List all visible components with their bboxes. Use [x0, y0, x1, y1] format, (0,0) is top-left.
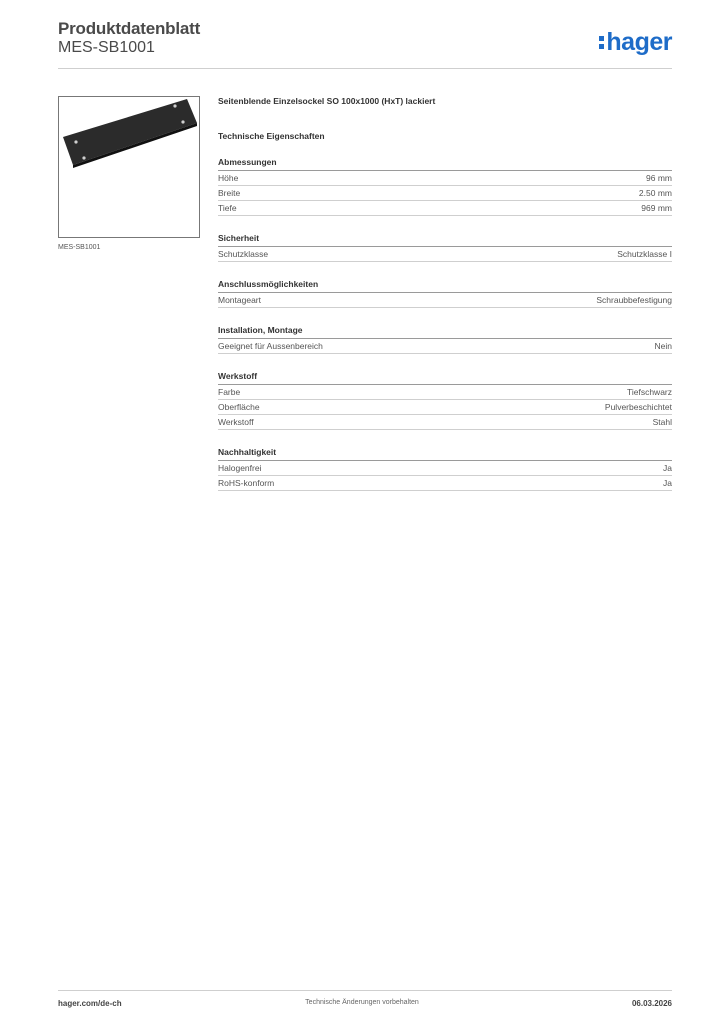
spec-label: Geeignet für Aussenbereich	[218, 341, 323, 351]
spec-label: Halogenfrei	[218, 463, 262, 473]
section-title: Installation, Montage	[218, 325, 672, 339]
spec-section	[218, 233, 672, 262]
section-title: Werkstoff	[218, 371, 672, 385]
spec-value: 96 mm	[646, 173, 672, 183]
spec-row	[218, 476, 672, 491]
spec-value: Pulverbeschichtet	[604, 402, 672, 412]
spec-value: Stahl	[652, 417, 672, 427]
spec-value: Ja	[663, 463, 672, 473]
hager-logo	[599, 28, 672, 57]
spec-section	[218, 157, 672, 216]
tech-properties-title: Technische Eigenschaften	[218, 131, 325, 141]
spec-row	[218, 461, 672, 476]
spec-section	[218, 447, 672, 491]
section-title: Nachhaltigkeit	[218, 447, 672, 461]
product-image-frame	[58, 96, 200, 238]
spec-value: Schraubbefestigung	[596, 295, 672, 305]
header-divider	[58, 68, 672, 69]
section-title: Sicherheit	[218, 233, 672, 247]
spec-row	[218, 339, 672, 354]
logo-text: hager	[606, 28, 672, 56]
spec-row	[218, 247, 672, 262]
spec-section	[218, 371, 672, 430]
section-title: Abmessungen	[218, 157, 672, 171]
spec-label: Werkstoff	[218, 417, 254, 427]
footer-date: 06.03.2026	[631, 999, 672, 1008]
spec-section	[218, 325, 672, 354]
spec-label: Tiefe	[218, 203, 237, 213]
spec-value: Ja	[663, 478, 672, 488]
footer-disclaimer: Technische Änderungen vorbehalten	[305, 999, 419, 1006]
spec-row	[218, 293, 672, 308]
spec-label: RoHS-konform	[218, 478, 275, 488]
logo-dots-icon	[599, 35, 604, 50]
spec-row	[218, 186, 672, 201]
page-title: Produktdatenblatt	[58, 19, 201, 38]
spec-label: Montageart	[218, 295, 261, 305]
spec-label: Breite	[218, 188, 241, 198]
spec-value: Tiefschwarz	[626, 387, 672, 397]
spec-row	[218, 400, 672, 415]
spec-label: Schutzklasse	[218, 249, 269, 259]
spec-sections	[218, 157, 672, 491]
spec-row	[218, 415, 672, 430]
spec-value: Schutzklasse I	[617, 249, 672, 259]
spec-label: Farbe	[218, 387, 241, 397]
product-title: Seitenblende Einzelsockel SO 100x1000 (HxT) lackiert	[218, 96, 436, 106]
spec-value: 969 mm	[641, 203, 672, 213]
spec-label: Oberfläche	[218, 402, 260, 412]
product-image	[59, 97, 199, 237]
spec-row	[218, 201, 672, 216]
spec-row	[218, 171, 672, 186]
spec-content	[218, 96, 672, 491]
spec-label: Höhe	[218, 173, 239, 183]
section-title: Anschlussmöglichkeiten	[218, 279, 672, 293]
product-number: MES-SB1001	[58, 39, 155, 56]
spec-section	[218, 279, 672, 308]
spec-value: 2.50 mm	[638, 188, 672, 198]
footer-website-link[interactable]: hager.com/de-ch	[58, 999, 122, 1008]
image-caption: MES-SB1001	[58, 244, 101, 251]
spec-row	[218, 385, 672, 400]
footer-divider	[58, 990, 672, 991]
spec-value: Nein	[654, 341, 672, 351]
